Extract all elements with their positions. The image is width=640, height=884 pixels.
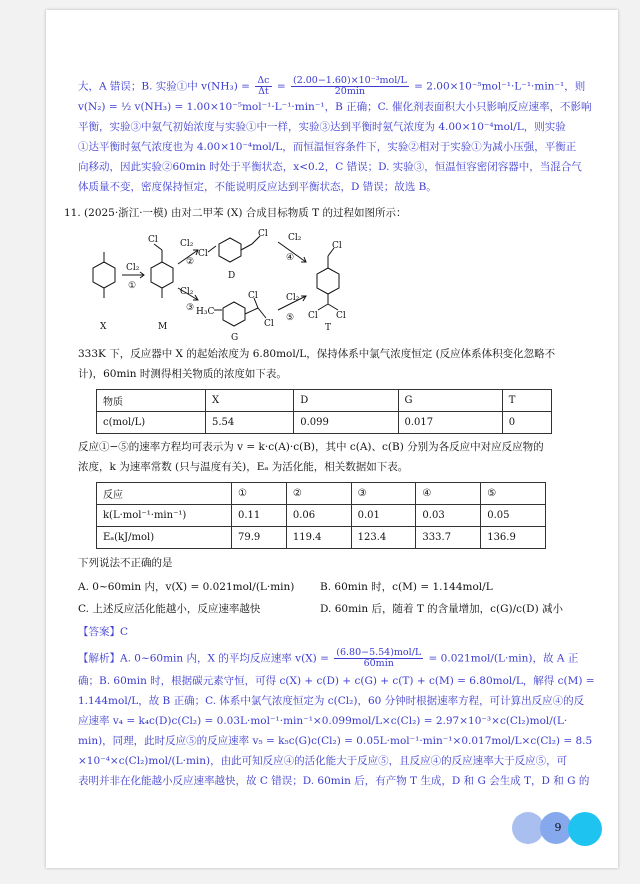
table-row: 反应 ① ② ③ ④ ⑤ <box>97 483 546 505</box>
question-paragraph-1a: 333K 下，反应器中 X 的起始浓度为 6.80mol/L，保持体系中氯气浓度恒定 (反应体系体积变化忽略不 <box>78 348 556 360</box>
question-paragraph-2a: 反应①−⑤的速率方程均可表示为 v = k·c(A)·c(B)，其中 c(A)、c(B) 分别为各反应中对应反应物的 <box>78 441 544 453</box>
answer-line <box>78 625 578 640</box>
label-t: T <box>325 323 332 333</box>
analysis-line-3: 1.144mol/L，故 B 正确；C. 体系中氯气浓度恒定为 c(Cl₂)，60 分钟时根据速率方程，可计算出反应④的反 <box>78 695 585 707</box>
svg-text:③: ③ <box>186 303 195 313</box>
svg-text:Cl: Cl <box>258 229 268 239</box>
option-a: A. 0~60min 内，v(X) = 0.021mol/(L·min) <box>78 581 295 593</box>
analysis-line-4: 应速率 v₄ = k₄c(D)c(Cl₂) = 0.03L·mol⁻¹·min⁻¹×0.099mol/L×c(Cl₂) = 2.97×10⁻³×c(Cl₂)mol/(L· <box>78 715 568 727</box>
question-paragraph-2b: 浓度，k 为速率常数 (只与温度有关)，Eₐ 为活化能，相关数据如下表。 <box>78 461 409 473</box>
table-row: c(mol/L) 5.54 0.099 0.017 0 <box>97 412 552 434</box>
label-d: D <box>228 271 236 281</box>
analysis-line-7: 表明并非在化能越小反应速率越快，故 C 错误；D. 60min 后，有产物 T 生成，D 和 G 会生成 T，D 和 G 的 <box>78 775 590 787</box>
svg-text:Cl₂: Cl₂ <box>286 293 300 303</box>
label-m: M <box>158 322 168 332</box>
answer-value: C <box>120 626 129 638</box>
prev-explanation-line-5: 向移动，因此实验②60min 时处于平衡状态，x<0.2，C 错误；D. 实验③，恒温恒容密闭容器中，当混合气 <box>78 161 582 173</box>
option-b: B. 60min 时，c(M) = 1.144mol/L <box>320 581 493 593</box>
prev-explanation-line-1: 大，A 错误；B. 实验①中 v(NH₃) = $\frac{\Delta c}{\Delta t}$ = $\frac{\text{(2.00−1.60)×10⁻³mol/L}}{20\min}$ = 2.00×10⁻⁵mol⁻¹·L⁻¹·min⁻¹，则 <box>78 75 586 97</box>
table-row: k(L·mol⁻¹·min⁻¹) 0.11 0.06 0.01 0.03 0.05 <box>97 505 546 527</box>
svg-text:②: ② <box>186 257 195 267</box>
svg-text:Cl: Cl <box>332 241 342 251</box>
question-paragraph-1b: 计)，60min 时测得相关物质的浓度如下表。 <box>78 368 287 380</box>
label-g: G <box>231 333 239 343</box>
svg-text:H₃C: H₃C <box>196 307 215 317</box>
table-row: 物质 X D G T <box>97 390 552 412</box>
svg-text:④: ④ <box>286 253 295 263</box>
svg-text:Cl: Cl <box>264 319 274 329</box>
prev-explanation-line-2: v(N₂) = ½ v(NH₃) = 1.00×10⁻⁵mol⁻¹·L⁻¹·min⁻¹，B 正确；C. 催化剂表面积大小只影响反应速率，不影响 <box>78 101 592 113</box>
prev-explanation-line-3: 平衡，实验③中氨气初始浓度与实验①中一样，实验③达到平衡时氨气浓度为 4.00×10⁻⁴mol/L，则实验 <box>78 121 566 133</box>
svg-text:Cl: Cl <box>336 311 346 321</box>
svg-text:Cl₂: Cl₂ <box>180 287 194 297</box>
page-bubble-cyan <box>568 812 602 846</box>
svg-text:①: ① <box>128 281 137 291</box>
svg-text:Cl₂: Cl₂ <box>180 239 194 249</box>
option-d: D. 60min 后，随着 T 的含量增加，c(G)/c(D) 减小 <box>320 603 564 615</box>
analysis-tag: 【解析】 <box>78 652 120 665</box>
svg-text:Cl: Cl <box>148 235 158 245</box>
label-x: X <box>100 322 107 332</box>
answer-tag: 【答案】 <box>78 626 120 638</box>
svg-text:Cl₂: Cl₂ <box>126 263 140 273</box>
svg-text:Cl: Cl <box>308 311 318 321</box>
page-number: 9 <box>554 821 562 834</box>
svg-text:Cl: Cl <box>198 249 208 259</box>
prev-explanation-line-4: ①达平衡时氨气浓度也为 4.00×10⁻⁴mol/L，而恒温恒容条件下，实验②相对于实验①为减小压强，平衡正 <box>78 141 577 153</box>
question-title: 11. (2025·浙江·一模) 由对二甲苯 (X) 合成目标物质 T 的过程如图所示： <box>64 207 407 219</box>
analysis-line-5: min)，同理，此时反应⑤的反应速率 v₅ = k₅c(G)c(Cl₂) = 0.05L·mol⁻¹·min⁻¹×0.017mol/L×c(Cl₂) = 8.5 <box>78 735 593 747</box>
rate-constant-table <box>96 482 546 549</box>
svg-text:Cl: Cl <box>248 291 258 301</box>
concentration-table <box>96 389 552 434</box>
table-row: Eₐ(kJ/mol) 79.9 119.4 123.4 333.7 136.9 <box>97 527 546 549</box>
analysis-line-2: 确；B. 60min 时，根据碳元素守恒，可得 c(X) + c(D) + c(G) + c(T) + c(M) = 6.80mol/L，解得 c(M) = <box>78 675 595 687</box>
svg-text:Cl₂: Cl₂ <box>288 233 302 243</box>
analysis-line-1: 【解析】A. 0~60min 内，X 的平均反应速率 v(X) = $\frac{\text{(6.80−5.54)mol/L}}{60\min}$ = 0.021mol/(L·min)，故 A 正 <box>78 647 579 669</box>
reaction-scheme <box>82 226 522 344</box>
option-c: C. 上述反应活化能越小，反应速率越快 <box>78 603 261 615</box>
analysis-line-6: ×10⁻⁴×c(Cl₂)mol/(L·min)，由此可知反应④的活化能大于反应⑤，且反应④的反应速率大于反应⑤，可 <box>78 755 568 767</box>
question-prompt: 下列说法不正确的是 <box>78 557 173 569</box>
prev-explanation-line-6: 体质量不变，密度保持恒定，不能说明反应达到平衡状态，D 错误；故选 B。 <box>78 181 437 193</box>
svg-text:⑤: ⑤ <box>286 313 295 323</box>
